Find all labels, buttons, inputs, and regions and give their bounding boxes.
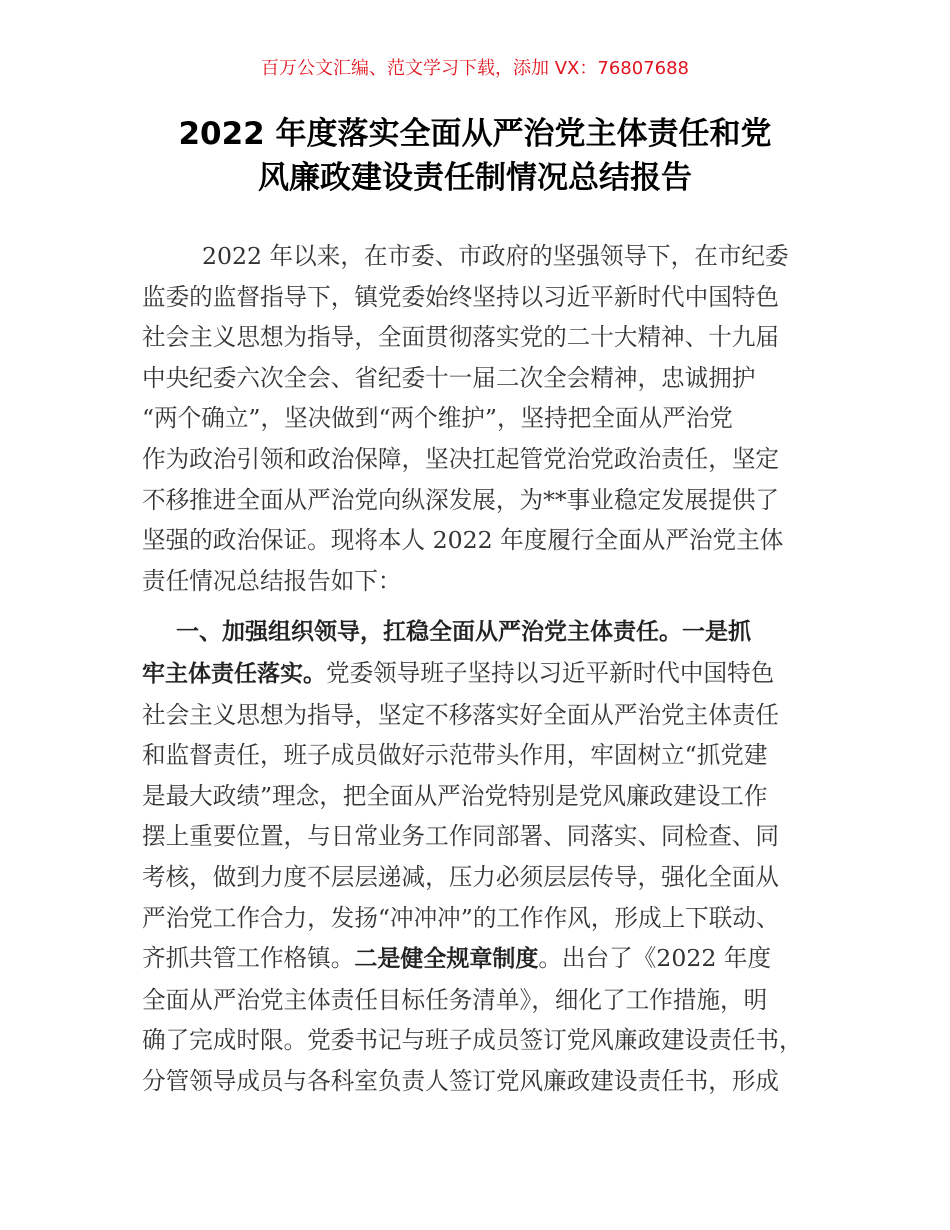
subheading-bold: 牢主体责任落实。 — [142, 660, 326, 687]
paragraph-line: 严治党工作合力，发扬“冲冲冲”的工作作风，形成上下联动、 — [142, 903, 780, 932]
title-line-1: 2022 年度落实全面从严治党主体责任和党 — [178, 116, 772, 152]
paragraph-line: 考核，做到力度不层层递减，压力必须层层传导，强化全面从 — [142, 862, 780, 891]
paragraph-line: 社会主义思想为指导，坚定不移落实好全面从严治党主体责任 — [142, 700, 780, 729]
document-body — [142, 236, 810, 1101]
paragraph-gap — [142, 601, 810, 611]
paragraph-line: 确了完成时限。党委书记与班子成员签订党风廉政建设责任书， — [142, 1026, 803, 1055]
document-title — [100, 112, 850, 200]
paragraph-line: 社会主义思想为指导，全面贯彻落实党的二十大精神、十九届 — [142, 323, 780, 352]
paragraph-line: 全面从严治党主体责任目标任务清单》，细化了工作措施，明 — [142, 985, 768, 1014]
watermark-banner: 百万公文汇编、范文学习下载，添加 VX：76807688 — [261, 58, 689, 79]
paragraph-line: 监委的监督指导下，镇党委始终坚持以习近平新时代中国特色 — [142, 282, 780, 311]
paragraph-text: 。出台了《2022 年度 — [538, 944, 772, 973]
paragraph-line: 摆上重要位置，与日常业务工作同部署、同落实、同检查、同 — [142, 822, 780, 851]
paragraph-text: 齐抓共管工作格镇。 — [142, 944, 355, 973]
paragraph-line: 中央纪委六次全会、省纪委十一届二次全会精神，忠诚拥护 — [142, 363, 756, 392]
paragraph-line: 坚强的政治保证。现将本人 2022 年度履行全面从严治党主体 — [142, 526, 784, 555]
paragraph-line — [142, 653, 810, 695]
paragraph-line: “两个确立”，坚决做到“两个维护”，坚持把全面从严治党 — [142, 404, 733, 433]
paragraph-line: 不移推进全面从严治党向纵深发展，为**事业稳定发展提供了 — [142, 485, 780, 514]
paragraph-line: 和监督责任，班子成员做好示范带头作用，牢固树立“抓党建 — [142, 741, 768, 770]
section-heading-bold: 一、加强组织领导，扛稳全面从严治党主体责任。一是抓 — [176, 619, 751, 646]
intro-paragraph — [142, 236, 810, 601]
section-one-paragraph — [142, 611, 810, 1101]
paragraph-line — [142, 938, 810, 980]
paragraph-line: 2022 年以来，在市委、市政府的坚强领导下，在市纪委 — [202, 242, 789, 270]
paragraph-line — [142, 611, 810, 653]
paragraph-text: 党委领导班子坚持以习近平新时代中国特色 — [326, 658, 775, 687]
subheading-bold: 二是健全规章制度 — [354, 946, 539, 973]
paragraph-line: 责任情况总结报告如下： — [142, 566, 402, 595]
paragraph-line: 分管领导成员与各科室负责人签订党风廉政建设责任书，形成 — [142, 1066, 780, 1095]
paragraph-line: 作为政治引领和政治保障，坚决扛起管党治党政治责任，坚定 — [142, 444, 780, 473]
paragraph-line: 是最大政绩”理念，把全面从严治党特别是党风廉政建设工作 — [142, 781, 768, 810]
title-line-2: 风廉政建设责任制情况总结报告 — [258, 160, 692, 196]
